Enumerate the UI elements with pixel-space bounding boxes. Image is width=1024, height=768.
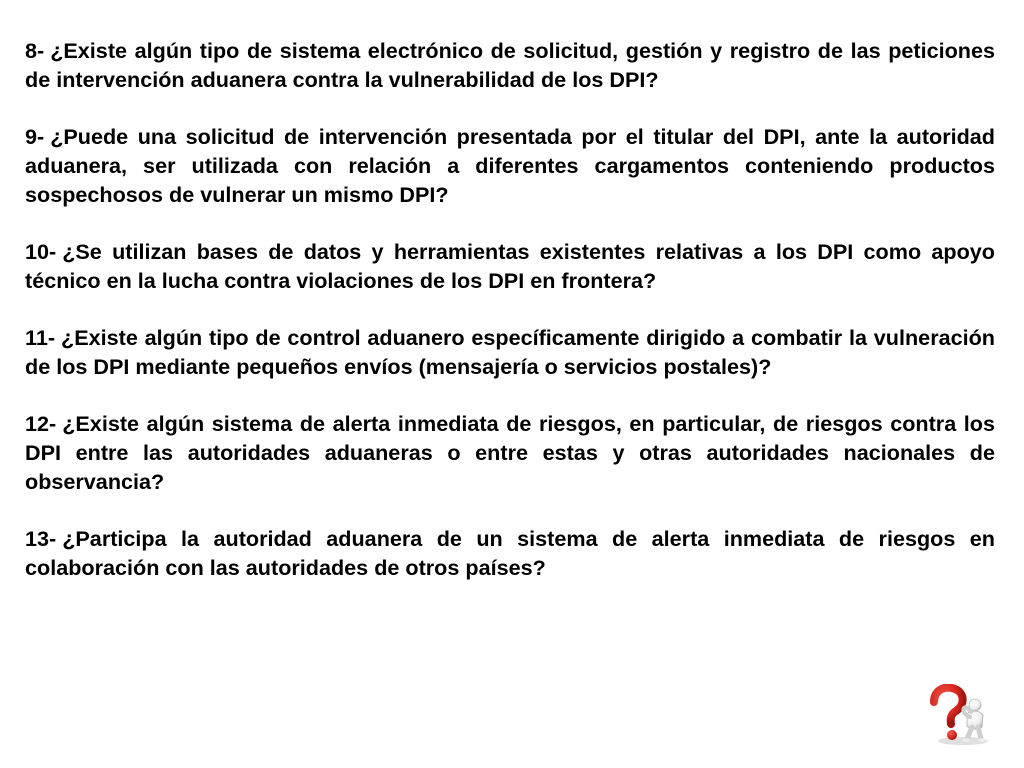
question-number: 13-	[25, 526, 57, 551]
question-number: 8-	[25, 38, 45, 63]
question-item	[25, 409, 995, 496]
question-list	[25, 36, 995, 582]
question-text: ¿Puede una solicitud de intervención presentada por el titular del DPI, ante la autoridad aduanera, ser utilizada con relación a diferentes cargamentos conteniendo productos sospechosos de vulnerar un mismo DPI?	[25, 124, 995, 207]
question-text: ¿Existe algún tipo de sistema electrónico de solicitud, gestión y registro de las peticiones de intervención aduanera contra la vulnerabilidad de los DPI?	[25, 38, 995, 92]
question-item	[25, 323, 995, 381]
question-text: ¿Se utilizan bases de datos y herramientas existentes relativas a los DPI como apoyo técnico en la lucha contra violaciones de los DPI en frontera?	[25, 239, 995, 293]
question-number: 10-	[25, 239, 57, 264]
question-number: 11-	[25, 325, 56, 350]
question-text: ¿Existe algún sistema de alerta inmediata de riesgos, en particular, de riesgos contra los DPI entre las autoridades aduaneras o entre estas y otras autoridades nacionales de observancia?	[25, 411, 995, 494]
question-item	[25, 237, 995, 295]
thinking-figure-question-mark-icon	[922, 684, 994, 746]
question-number: 9-	[25, 124, 45, 149]
question-text: ¿Participa la autoridad aduanera de un sistema de alerta inmediata de riesgos en colaboración con las autoridades de otros países?	[25, 526, 995, 580]
question-item	[25, 122, 995, 209]
question-text: ¿Existe algún tipo de control aduanero específicamente dirigido a combatir la vulneración de los DPI mediante pequeños envíos (mensajería o servicios postales)?	[25, 325, 995, 379]
question-item	[25, 524, 995, 582]
question-number: 12-	[25, 411, 57, 436]
question-item	[25, 36, 995, 94]
